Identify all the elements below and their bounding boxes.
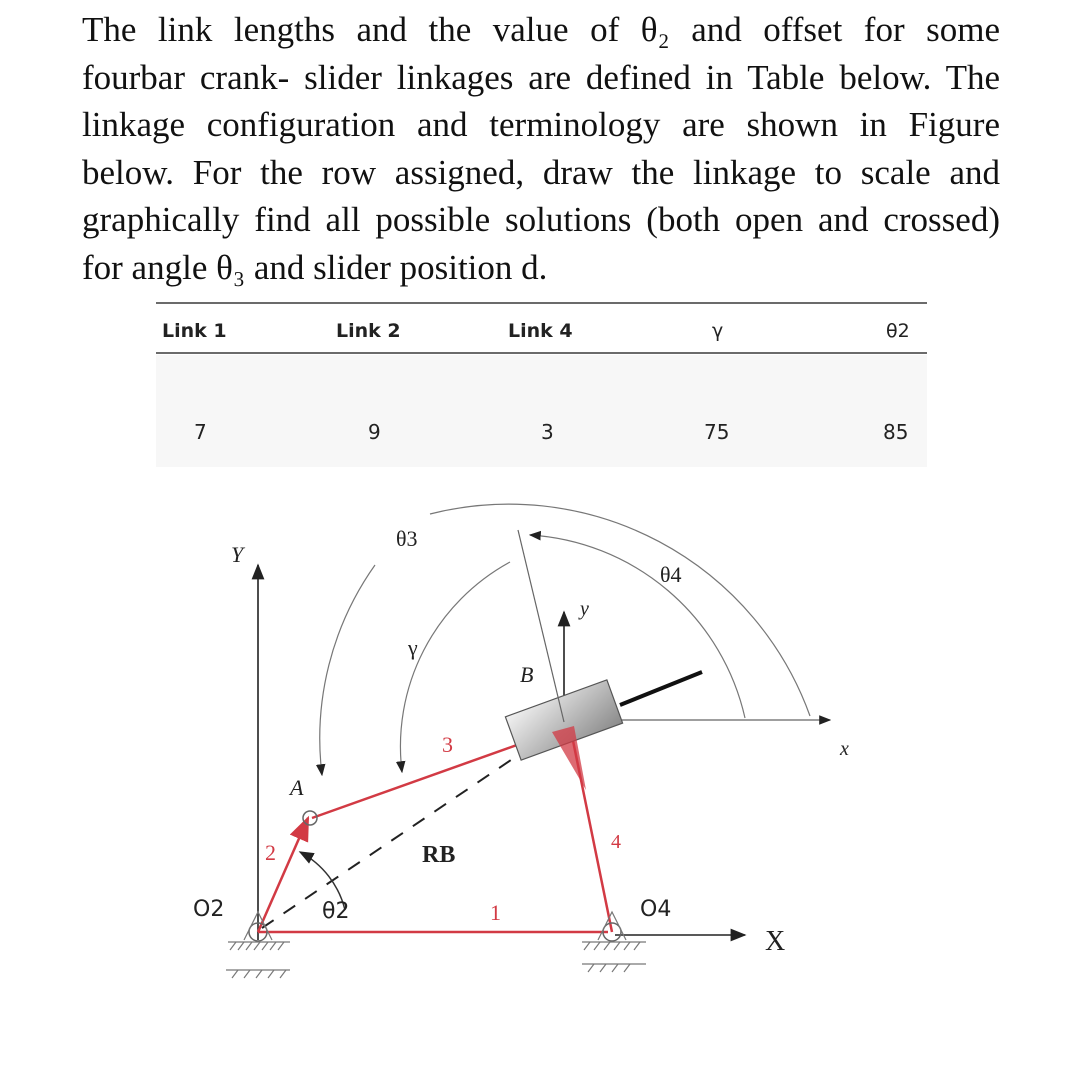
label-gamma: γ (408, 635, 418, 660)
rb-vector (262, 735, 548, 928)
table-header-rule (156, 352, 927, 354)
theta3-arc-outer (430, 504, 810, 716)
label-theta4: θ4 (660, 562, 682, 587)
label-link3: 3 (442, 732, 453, 757)
label-link2: 2 (265, 840, 276, 865)
problem-line-4: below. For the row assigned, draw the linkage to scale and (82, 152, 1000, 192)
header-gamma: γ (712, 320, 724, 342)
theta4-arc (530, 535, 745, 718)
label-Y: Y (231, 542, 244, 567)
table-top-rule (156, 302, 927, 304)
label-theta3: θ3 (396, 526, 418, 551)
table-body (156, 355, 927, 467)
ground-O4 (582, 912, 646, 972)
link4-extension (518, 530, 564, 722)
link-2 (258, 818, 308, 932)
slider-rod (620, 672, 702, 705)
label-theta2: θ2 (322, 899, 350, 924)
header-theta2: θ2 (886, 320, 910, 342)
linkage-table (156, 300, 927, 468)
label-O2: O2 (193, 897, 225, 922)
label-y-local: y (580, 598, 589, 620)
value-theta2: 85 (883, 420, 909, 444)
header-link1: Link 1 (162, 320, 227, 342)
problem-line-5: graphically find all possible solutions (both open and crossed) (82, 200, 1000, 239)
link-3 (312, 735, 545, 818)
value-link1: 7 (194, 420, 207, 444)
linkage-diagram (0, 470, 1080, 1089)
label-O4: O4 (640, 897, 672, 922)
value-gamma: 75 (704, 420, 730, 444)
problem-statement (82, 6, 1000, 291)
gamma-arc (400, 562, 510, 772)
problem-line-1: The link lengths and the value of θ₂ and offset for some (82, 10, 1000, 49)
theta3-arc (320, 565, 375, 775)
label-RB: RB (422, 842, 456, 868)
label-X: X (765, 926, 786, 957)
label-link1: 1 (490, 900, 501, 925)
problem-line-2: fourbar crank- slider linkages are defined in Table below. The (82, 57, 1000, 97)
value-link2: 9 (368, 420, 381, 444)
label-B: B (520, 662, 534, 687)
label-link4: 4 (611, 831, 621, 853)
value-link4: 3 (541, 420, 554, 444)
label-A: A (290, 775, 304, 800)
header-link4: Link 4 (508, 320, 573, 342)
problem-line-6: for angle θ₃ and slider position d. (82, 247, 548, 287)
problem-line-3: linkage configuration and terminology are shown in Figure (82, 105, 1000, 144)
label-x-local: x (840, 738, 849, 760)
header-link2: Link 2 (336, 320, 401, 342)
